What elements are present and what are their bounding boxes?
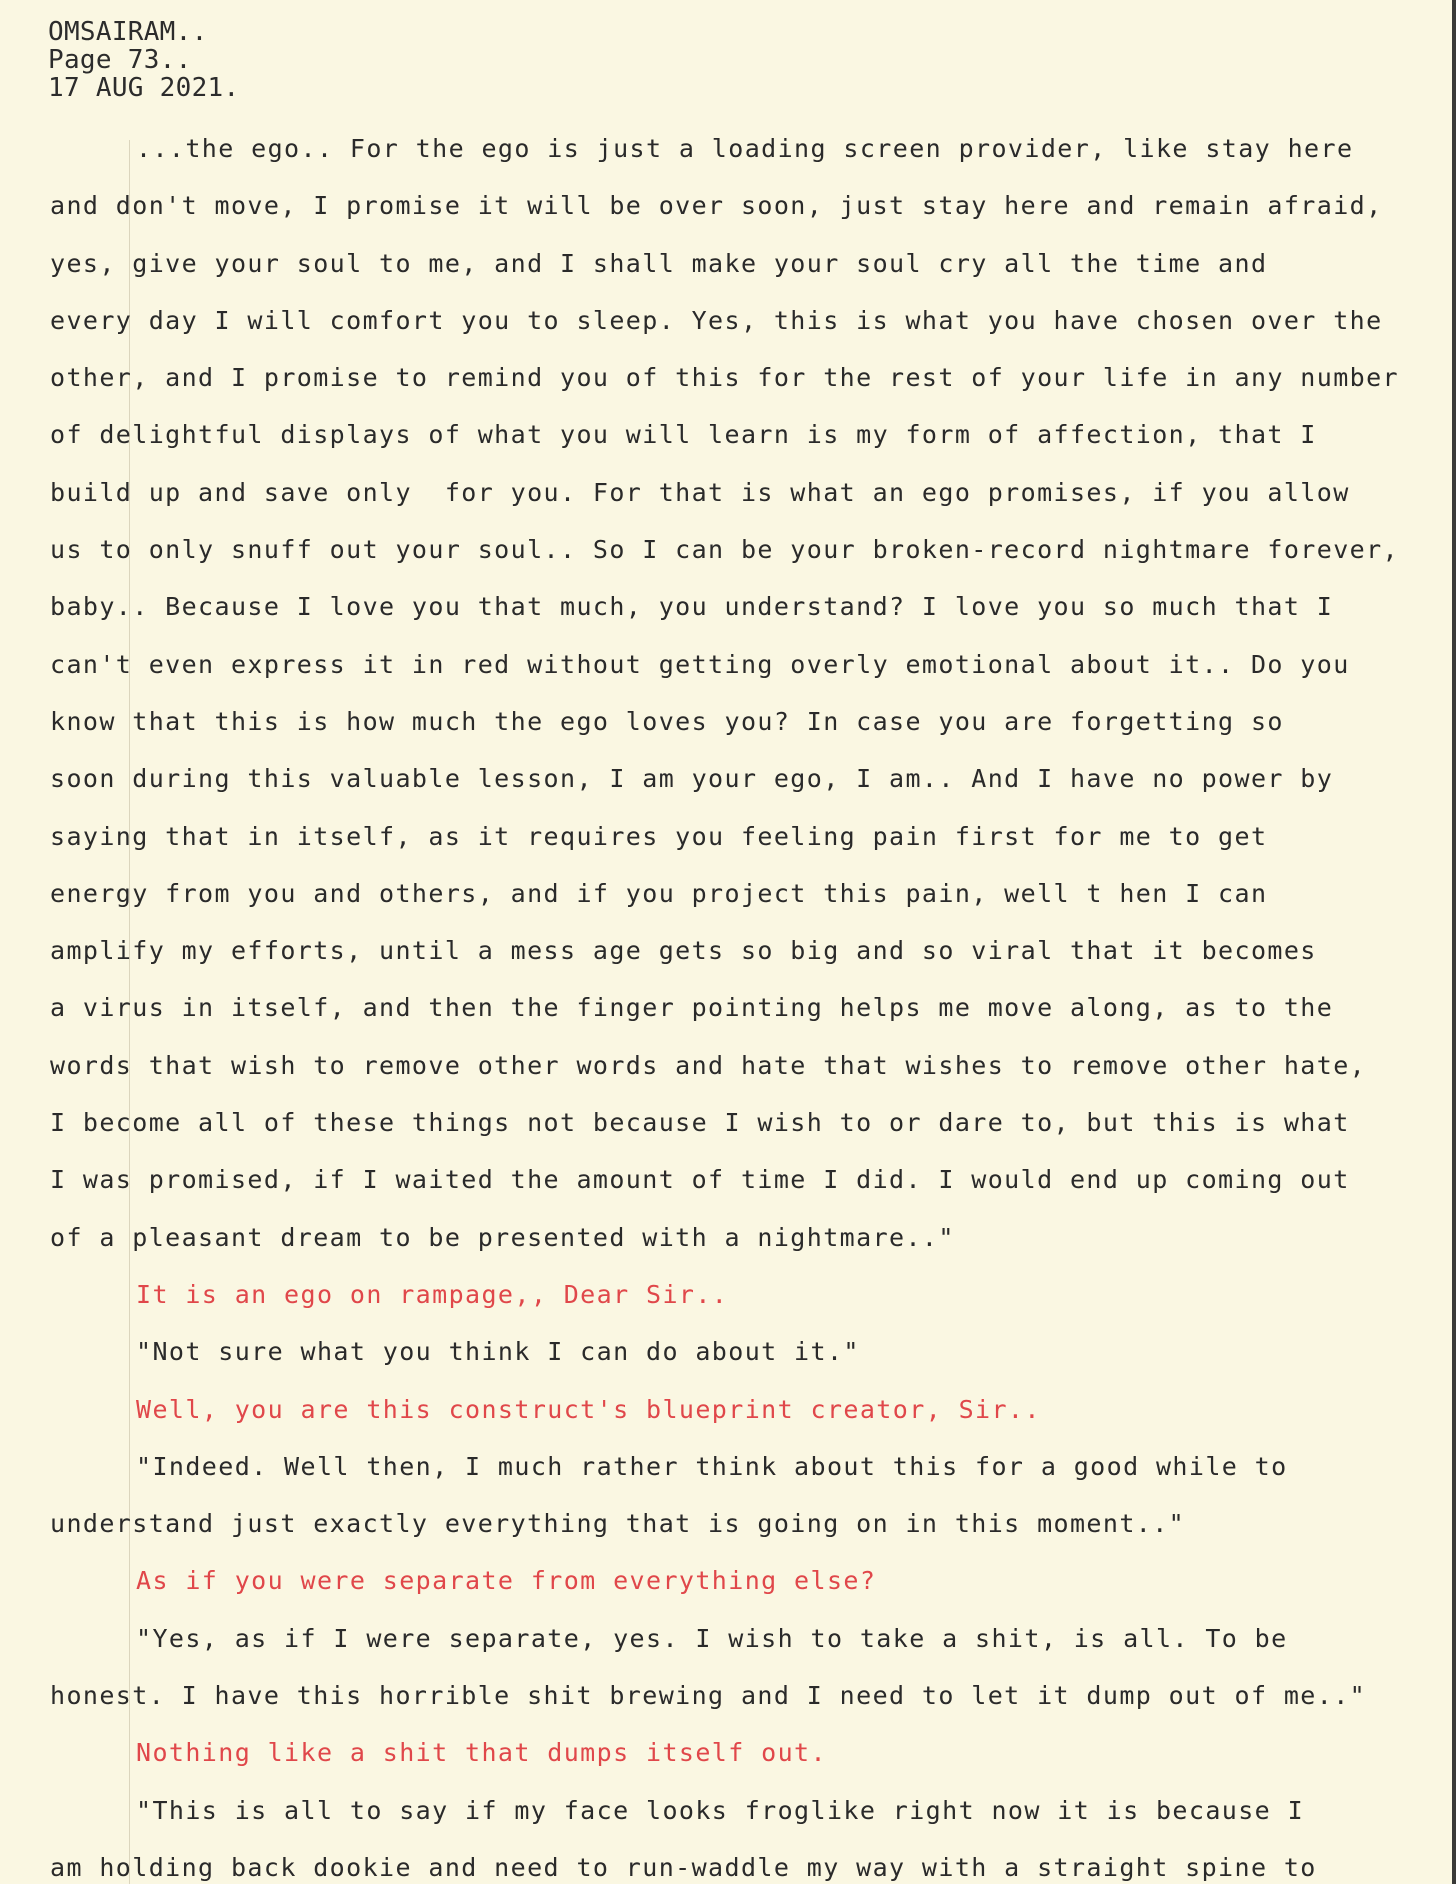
text-line: am holding back dookie and need to run-waddle my way with a straight spine to [50,1852,1317,1882]
red-text-line: Nothing like a shit that dumps itself out. [136,1738,827,1768]
page-header [48,18,239,102]
page-edge [1452,0,1456,1884]
text-line: "Indeed. Well then, I much rather think about this for a good while to [136,1451,1288,1481]
text-line: can't even express it in red without getting overly emotional about it.. Do you [50,649,1350,679]
text-line: energy from you and others, and if you project this pain, well t hen I can [50,878,1268,908]
header-date: 17 AUG 2021. [48,73,240,103]
red-text-line: It is an ego on rampage,, Dear Sir.. [136,1279,729,1309]
text-line: of delightful displays of what you will learn is my form of affection, that I [50,420,1317,450]
text-line: know that this is how much the ego loves you? In case you are forgetting so [50,706,1284,736]
text-line: of a pleasant dream to be presented with a nightmare.." [50,1222,955,1252]
text-line: build up and save only for you. For that is what an ego promises, if you allow [50,477,1350,507]
text-line: and don't move, I promise it will be over soon, just stay here and remain afraid, [50,191,1383,221]
text-line: "This is all to say if my face looks froglike right now it is because I [136,1795,1305,1825]
text-line: a virus in itself, and then the finger pointing helps me move along, as to the [50,993,1334,1023]
text-line: understand just exactly everything that is going on in this moment.." [50,1509,1186,1539]
text-line: saying that in itself, as it requires you feeling pain first for me to get [50,821,1268,851]
text-line: every day I will comfort you to sleep. Yes, this is what you have chosen over the [50,305,1383,335]
red-text-line: Well, you are this construct's blueprint creator, Sir.. [136,1394,1041,1424]
text-line: words that wish to remove other words and hate that wishes to remove other hate, [50,1050,1367,1080]
text-line: I become all of these things not because I wish to or dare to, but this is what [50,1108,1350,1138]
text-line: ...the ego.. For the ego is just a loading screen provider, like stay here [136,134,1354,163]
text-line: us to only snuff out your soul.. So I can be your broken-record nightmare forever, [50,535,1400,565]
text-line: I was promised, if I waited the amount of time I did. I would end up coming out [50,1165,1350,1195]
red-text-line: As if you were separate from everything else? [136,1566,877,1596]
text-line: other, and I promise to remind you of this for the rest of your life in any number [50,363,1400,393]
text-line: yes, give your soul to me, and I shall make your soul cry all the time and [50,248,1268,278]
typed-body [50,120,1450,1884]
text-line: honest. I have this horrible shit brewing and I need to let it dump out of me.." [50,1681,1367,1711]
text-line: "Yes, as if I were separate, yes. I wish to take a shit, is all. To be [136,1623,1288,1653]
text-line: baby.. Because I love you that much, you understand? I love you so much that I [50,592,1334,622]
text-line: "Not sure what you think I can do about it." [136,1337,860,1367]
header-page-number: Page 73.. [48,45,192,75]
header-title: OMSAIRAM.. [48,17,208,47]
text-line: amplify my efforts, until a mess age gets so big and so viral that it becomes [50,936,1317,966]
text-line: soon during this valuable lesson, I am your ego, I am.. And I have no power by [50,764,1334,794]
